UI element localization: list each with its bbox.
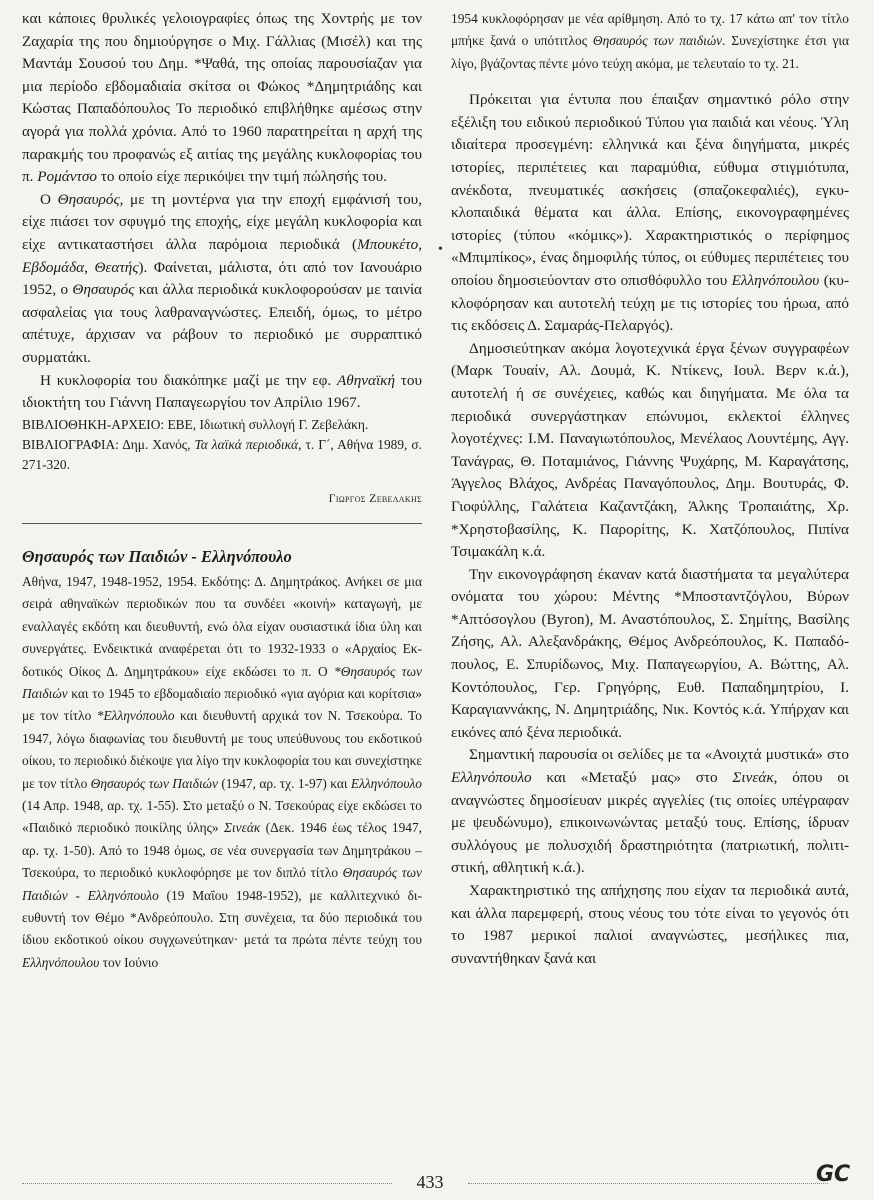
italic-title: Θησαυρός xyxy=(57,190,120,208)
text-run: 1954 κυκλοφόρησαν με νέα αρίθμηση. Από το τχ. 17 κάτω απ' τον τίτλο μπήκε ξανά ο υπότιτλος xyxy=(451,11,849,49)
italic-title: Ελληνόπουλο xyxy=(451,769,532,787)
italic-title: *Θησαυρός των Παιδιών xyxy=(22,663,422,701)
paragraph xyxy=(22,370,422,415)
footer-rule-left xyxy=(22,1183,392,1184)
text-run: το οποίο είχε περικόψει την τιμή πώλησής του. xyxy=(97,168,387,186)
italic-title: Θησαυρός των Παιδιών xyxy=(90,775,218,791)
italic-title: *Ελληνόπουλο xyxy=(96,708,175,724)
paragraph xyxy=(451,8,849,75)
section-divider xyxy=(22,523,422,524)
entry-heading: Θησαυρός των Παιδιών - Ελληνόπουλο xyxy=(22,547,292,567)
paragraph xyxy=(451,89,849,338)
right-column xyxy=(451,8,849,970)
page-number: 433 xyxy=(416,1172,444,1192)
text-run: Η κυκλοφορία του διακόπηκε μαζί με την εφ. xyxy=(40,371,337,389)
text-run: (14 Απρ. 1948, αρ. τχ. 1-55). Στο μεταξύ ο Ν. Τσεκούρας είχε εκδώσει το «Παιδικό περιοδικό ποικίλης ύλης» xyxy=(22,797,422,836)
italic-title: Σινεάκ xyxy=(732,769,774,787)
paragraph: Την εικονογράφηση έκαναν κατά διαστήματα τα μεγαλύτερα ονόματα του χώρου: Μέντης *Μποσταντζόγλου, Βύρων *Απτόσογλου (Byron), Μ. Αναστόπουλος, Σ. Σημίτης, Βασίλης Ζήσης, Αλ. Αλεξανδράκης, Θέμος Ανδρεόπουλος, Κ. Παπαδόπουλος, Ε. Σπυρίδωνος, Μιχ. Παπαγεωργίου, Α. Βώττης, Αλ. Κοντόπουλος, Γερ. Γρηγόρης, Ευθ. Παπαδημητρίου, Ι. Καραγιαννάκης, Ν. Δημητριάδης, Νικ. Κοντός κ.ά. Υπήρχαν και εικόνες από ξένα περιοδικά. xyxy=(451,565,849,741)
italic-title: Θησαυρός xyxy=(72,281,135,299)
italic-title: Σινεάκ xyxy=(223,820,261,836)
paragraph xyxy=(22,189,422,370)
text-run: ΒΙΒΛΙΟΓΡΑΦΙΑ: Δημ. Χανός, xyxy=(22,436,195,452)
text-run: και κάποιες θρυλικές γελοιογραφίες όπως της Χοντρής με τον Ζαχαρία της που δημιούργησε ο Μιχ. Γάλλιας (Μισέλ) και της Μαντάμ Σουσού του Δημ. *Ψαθά, της οποίας παρουσίαζαν για μια περίοδο εβδομαδιαία σκίτσα οι Φώκος *Δημητριάδης και Κώστας Παπαδόπουλος Το περιοδικό επιβλήθηκε αμέσως στην αγορά για πολλά χρόνια. Από το 1960 παρατηρείται η αρχή της παρακμής του προφανώς εξ αιτίας της μεγάλης κυκλοφορίας του π. xyxy=(22,10,422,186)
footer-rule-right xyxy=(468,1183,828,1184)
italic-title: Αθηναϊκή xyxy=(336,371,395,389)
stray-mark: • xyxy=(438,242,443,257)
italic-title: Ελληνόπουλου xyxy=(731,271,820,289)
text-run: . Συνεχίστηκε έτσι για λίγο, βγάζοντας πέντε μόνο τεύχη ακόμα, με τελευταίο το τχ. 21. xyxy=(451,33,850,71)
watermark-logo: GC xyxy=(816,1162,851,1187)
text-run: (19 Μαΐου 1948-1952), με καλλιτεχνικό διευθυντή τον Θέμο *Ανδρεόπουλο. Στη συνέχεια, τα δύο περιοδικά του ίδιου εκδοτικού οίκου συγχωνεύτηκαν· μετά τα πρώτα πέντε τεύχη του xyxy=(22,887,422,948)
entry-body xyxy=(22,571,422,974)
text-run: και άλλα περιοδικά κυκλοφορούσαν με ταινία ασφαλείας για τους λαθραναγνώστες. Επειδή, όμως, το μέτρο απέτυχε, άρχισαν να ράβουν το περιοδικό με συρραπτικό συρματάκι. xyxy=(22,281,423,366)
italic-title: Μπουκέτο, Εβδομάδα, Θεατής xyxy=(22,235,422,276)
paragraph: Δημοσιεύτηκαν ακόμα λογοτεχνικά έργα ξένων συγγραφέων (Μαρκ Τουαίν, Αλ. Δουμά, Κ. Ντίκενς, Ιουλ. Βερν κ.ά.), αυτοτελή ή σε συνέχειες, καθώς και διηγήματα. Με όλα τα περιοδικά συνεργάστηκαν επώνυμοι, εκλεκτοί έλληνες λογοτέχνες: Ι.Μ. Παναγιωτόπουλος, Μενέλαος Λουντέμης, Αγγ. Τανάγρας, Θ. Ποταμιάνος, Γιάννης Ψυχάρης, Μ. Καραγάτσης, Άγγελος Βλάχος, Ανδρέας Παναγόπουλος, Δημ. Βουτυράς, Φ. Γιοφύλλης, Γαλάτεια Καζαντζάκη, Άλκης Τροπαιάτης, Χρ. *Χρηστοβασίλης, Κ. Παρορίτης, Κ. Χατζόπουλος, Πιπίνα Τσιμακάλη κ.ά. xyxy=(451,339,849,561)
text-run: , τ. Γ´, Αθήνα 1989, σ. 271-320. xyxy=(22,436,422,472)
text-run: (Δεκ. 1946 έως τέλος 1947, αρ. τχ. 1-50). Από το 1948 όμως, σε νέα συνεργασία των Δημητράκου – Τσεκούρα, το περιοδικό κυκλοφόρησε με τον διπλό τίτλο xyxy=(22,820,422,881)
text-run: του ιδιοκτήτη του Γιάννη Παπαγεωργίου τον Απρίλιο 1967. xyxy=(22,371,422,412)
text-run: και διευθυντή αρχικά τον Ν. Τσεκούρα. Το 1947, λόγω διαφωνίας του διευθυντή με τους υπεύθυνους του εκδοτικού οίκου, το περιοδικό διέκοψε για λίγο την κυκλοφορία του και συνεχίστηκε με τον τίτλο xyxy=(22,708,422,791)
paragraph xyxy=(22,8,422,189)
text-run: (1947, αρ. τχ. 1-97) και xyxy=(217,775,351,791)
italic-title: Τα λαϊκά περιοδικά xyxy=(194,436,299,452)
italic-title: Ελληνόπουλο xyxy=(350,775,422,791)
paragraph: Χαρακτηριστικό της απήχησης που είχαν τα περιοδικά αυτά, και άλλα παρεμφερή, στους νέους του τότε είναι το γεγονός ότι το 1987 μερικοί παλιοί αναγνώστες, μεσήλικες πια, συναντήθηκαν ξανά και xyxy=(451,882,849,967)
text-run: και το 1945 το εβδομαδιαίο περιοδικό «για αγόρια και κορίτσια» με τον τίτλο xyxy=(22,685,422,724)
italic-title: Ρομάντσο xyxy=(37,168,97,186)
text-run: , με τη μοντέρνα για την εποχή εμφάνισή του, είχε πιάσει τον σφυγμό της εποχής, είχε μεγάλη κυκλοφορία και είχε αντικαταστήσει άλλα παρόμοια περιοδικά ( xyxy=(22,190,422,253)
text-run: (κυκλοφόρησαν και αυτοτελή τεύχη με τις ιστορίες του ήρωα, από τις εκδόσεις Δ. Σαμαράς-Πελαργός). xyxy=(451,271,849,335)
archive-note: ΒΙΒΛΙΟΘΗΚΗ-ΑΡΧΕΙΟ: ΕΒΕ, Ιδιωτική συλλογή Γ. Ζεβελάκη. xyxy=(22,416,369,432)
italic-title: Θησαυρός των παιδιών xyxy=(592,33,723,49)
text-run: Σημαντική παρουσία οι σελίδες με τα «Ανοιχτά μυστικά» στο xyxy=(469,746,849,764)
text-run: τον Ιούνιο xyxy=(99,954,159,970)
left-column xyxy=(22,8,422,974)
text-run: ). Φαίνεται, μάλιστα, ότι από τον Ιανουάριο 1952, ο xyxy=(22,258,422,299)
author-signature: Γιωργος Ζεβελακης xyxy=(328,490,422,505)
text-run: Αθήνα, 1947, 1948-1952, 1954. Εκδότης: Δ. Δημητράκος. Ανήκει σε μια σειρά αθηναϊκών περιοδικών που τα συνδέει «κοινή» καταγωγή, με εναλλαγές εκδότη και διευθυντή, ενώ όλα είχαν ουσιαστικά ίδια ύλη και συνεργάτες. Ενδεικτικά αναφέρεται ότι το 1932-1933 ο «Αρχαίος Εκδοτικός Οίκος Δ. Δημητράκου» είχε εκδώσει το π. Ο xyxy=(22,573,422,679)
text-run: , όπου οι αναγνώστες δημοσίευαν μικρές αγγελίες (τις οποίες υπέγραφαν με ψευδώνυμο), επικοινωνώντας μεταξύ τους. Επίσης, ίδρυαν συλλόγους με πολυσχιδή δραστηριότητα (πατριωτική, πολιτιστική, αθλητική κ.ά.). xyxy=(451,769,849,877)
bibliography-note xyxy=(22,435,422,475)
text-run: Πρόκειται για έντυπα που έπαιξαν σημαντικό ρόλο στην εξέλιξη του ειδικού περιοδικού Τύπου για παιδιά και νέους. Ύλη ιδιαίτερα προσεγμένη: ελληνικά και ξένα διηγήματα, μικρές ιστορίες, περιπέτειες και παραμύθια, εύθυμα στιγμιότυπα, ανέκδοτα, πνευματικές ασκήσεις (σπαζοκεφαλιές), εγκυκλοπαιδικά θέματα και άλλα. Επίσης, εικονογραφημένες ιστορίες (τύπου «κόμικς»). Χαρακτηριστικός ο περίφημος «Μπιμπίκος», ένας δημοφιλής τύπος, οι εύθυμες περιπέτειες του οποίου δημοσιεύονταν στο οπισθόφυλλο του xyxy=(451,91,849,289)
italic-title: Θησαυρός των Παιδιών - Ελληνόπουλο xyxy=(22,865,423,903)
italic-title: Ελληνόπουλου xyxy=(22,954,100,970)
text-run: Ο xyxy=(40,190,58,208)
paragraph xyxy=(451,744,849,880)
text-run: και «Μεταξύ μας» στο xyxy=(531,769,733,787)
